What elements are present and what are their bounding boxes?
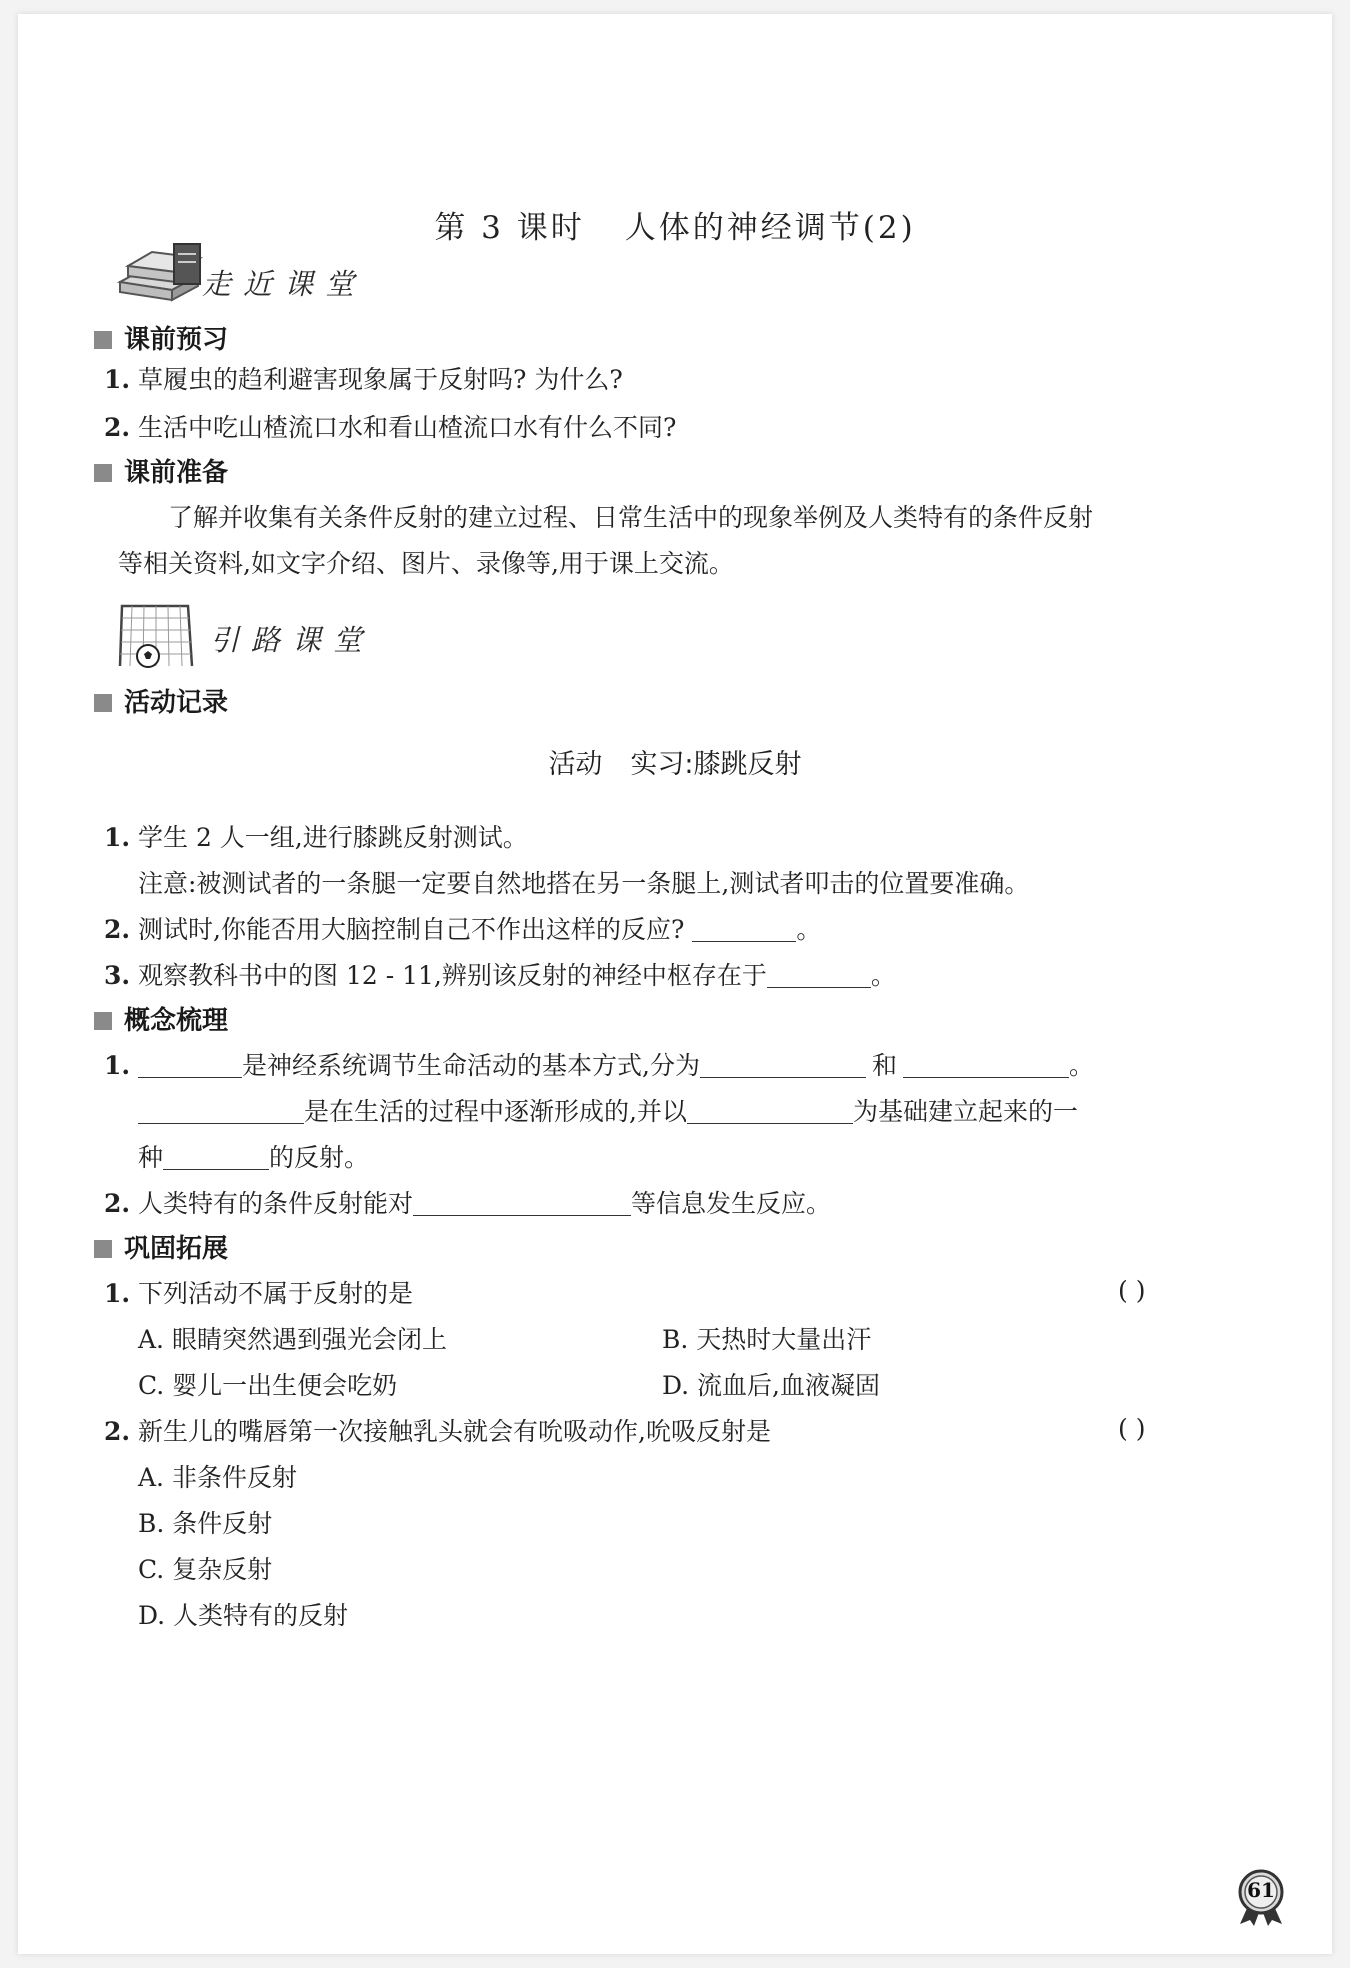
activity-item-1: [104, 818, 528, 854]
section-prepare: [94, 452, 228, 489]
concept-text: 是神经系统调节生命活动的基本方式,分为: [242, 1051, 700, 1080]
lesson-number: 第 3 课时: [434, 210, 585, 246]
prepare-line-1: 了解并收集有关条件反射的建立过程、日常生活中的现象举例及人类特有的条件反射: [168, 503, 1094, 532]
page-number: 61: [1247, 1878, 1275, 1902]
item-text: 草履虫的趋利避害现象属于反射吗? 为什么?: [138, 365, 623, 394]
option-b[interactable]: B. 天热时大量出汗: [662, 1325, 872, 1354]
answer-blank[interactable]: [138, 1055, 242, 1078]
option-d[interactable]: D. 人类特有的反射: [138, 1601, 349, 1630]
option-c[interactable]: C. 婴儿一出生便会吃奶: [138, 1371, 398, 1400]
prepare-line-2: 等相关资料,如文字介绍、图片、录像等,用于课上交流。: [118, 549, 734, 578]
banner-title-2: 引路课堂: [210, 623, 375, 657]
preview-item-1: [104, 360, 623, 396]
question-2: [104, 1412, 771, 1448]
item-number: 2.: [104, 1417, 131, 1446]
section-extend-label: 巩固拓展: [124, 1234, 229, 1264]
item-text: 观察教科书中的图 12 - 11,辨别该反射的神经中枢存在于: [138, 961, 767, 990]
section-activity-label: 活动记录: [124, 688, 229, 718]
section-marker-icon: [94, 694, 112, 712]
section-concept: [94, 1000, 228, 1037]
page-sheet: [18, 14, 1332, 1954]
item-text: 生活中吃山楂流口水和看山楂流口水有什么不同?: [138, 413, 677, 442]
item-number: 2.: [104, 915, 131, 944]
item-number: 2.: [104, 1189, 131, 1218]
answer-blank[interactable]: [138, 1101, 304, 1124]
answer-blank[interactable]: [687, 1101, 853, 1124]
concept-text: 人类特有的条件反射能对: [138, 1189, 414, 1218]
section-extend: [94, 1228, 228, 1265]
question-text: 下列活动不属于反射的是: [138, 1279, 414, 1308]
preview-item-2: [104, 408, 676, 444]
activity-item-2: [104, 910, 821, 946]
concept-text: 和: [871, 1051, 897, 1080]
option-a[interactable]: A. 非条件反射: [138, 1463, 297, 1492]
soccer-goal-icon: [112, 600, 196, 670]
activity-name: 实习:膝跳反射: [630, 749, 802, 780]
section-prepare-label: 课前准备: [124, 458, 229, 488]
books-icon: [114, 240, 204, 310]
activity-title: [18, 742, 1332, 781]
section-activity: [94, 682, 228, 719]
item-number: 1.: [104, 1279, 131, 1308]
item-number: 2.: [104, 413, 131, 442]
item-text: 测试时,你能否用大脑控制自己不作出这样的反应?: [138, 915, 685, 944]
option-b[interactable]: B. 条件反射: [138, 1509, 273, 1538]
page-number-badge: [1232, 1868, 1290, 1926]
answer-blank[interactable]: [767, 965, 871, 988]
question-text: 新生儿的嘴唇第一次接触乳头就会有吮吸动作,吮吸反射是: [138, 1417, 771, 1446]
section-marker-icon: [94, 331, 112, 349]
item-text: 学生 2 人一组,进行膝跳反射测试。: [138, 823, 528, 852]
concept-text: 种: [138, 1143, 164, 1172]
section-preview: [94, 319, 228, 356]
concept-item-2: [104, 1184, 831, 1220]
item-number: 1.: [104, 1051, 131, 1080]
section-marker-icon: [94, 1012, 112, 1030]
page-title: [18, 202, 1332, 247]
answer-blank[interactable]: [692, 919, 796, 942]
concept-text: 。: [1068, 1051, 1094, 1080]
concept-text: 是在生活的过程中逐渐形成的,并以: [304, 1097, 687, 1126]
concept-item-1-line-1: [104, 1046, 1094, 1082]
lesson-topic: 人体的神经调节(2): [624, 210, 916, 246]
section-marker-icon: [94, 464, 112, 482]
activity-item-3: [104, 956, 896, 992]
item-number: 1.: [104, 365, 131, 394]
concept-text: 等信息发生反应。: [631, 1189, 832, 1218]
question-1: [104, 1274, 413, 1310]
option-c[interactable]: C. 复杂反射: [138, 1555, 273, 1584]
option-a[interactable]: A. 眼睛突然遇到强光会闭上: [138, 1325, 447, 1354]
item-number: 3.: [104, 961, 131, 990]
answer-blank[interactable]: [700, 1055, 866, 1078]
item-end: 。: [870, 961, 896, 990]
concept-item-1-line-2: [138, 1092, 1078, 1128]
answer-blank[interactable]: [413, 1193, 631, 1216]
concept-text: 为基础建立起来的一: [852, 1097, 1078, 1126]
activity-label: 活动: [548, 749, 603, 780]
section-preview-label: 课前预习: [124, 325, 229, 355]
concept-text: 的反射。: [269, 1143, 370, 1172]
option-d[interactable]: D. 流血后,血液凝固: [662, 1371, 880, 1400]
item-end: 。: [796, 915, 822, 944]
concept-item-1-line-3: [138, 1138, 369, 1174]
section-concept-label: 概念梳理: [124, 1006, 229, 1036]
answer-blank[interactable]: [903, 1055, 1069, 1078]
answer-blank[interactable]: [163, 1147, 269, 1170]
item-number: 1.: [104, 823, 131, 852]
answer-parentheses[interactable]: ( ): [1118, 1276, 1146, 1305]
answer-parentheses[interactable]: ( ): [1118, 1414, 1146, 1443]
banner-title-1: 走近课堂: [202, 267, 367, 301]
activity-note: 注意:被测试者的一条腿一定要自然地搭在另一条腿上,测试者叩击的位置要准确。: [138, 869, 1030, 898]
section-marker-icon: [94, 1240, 112, 1258]
